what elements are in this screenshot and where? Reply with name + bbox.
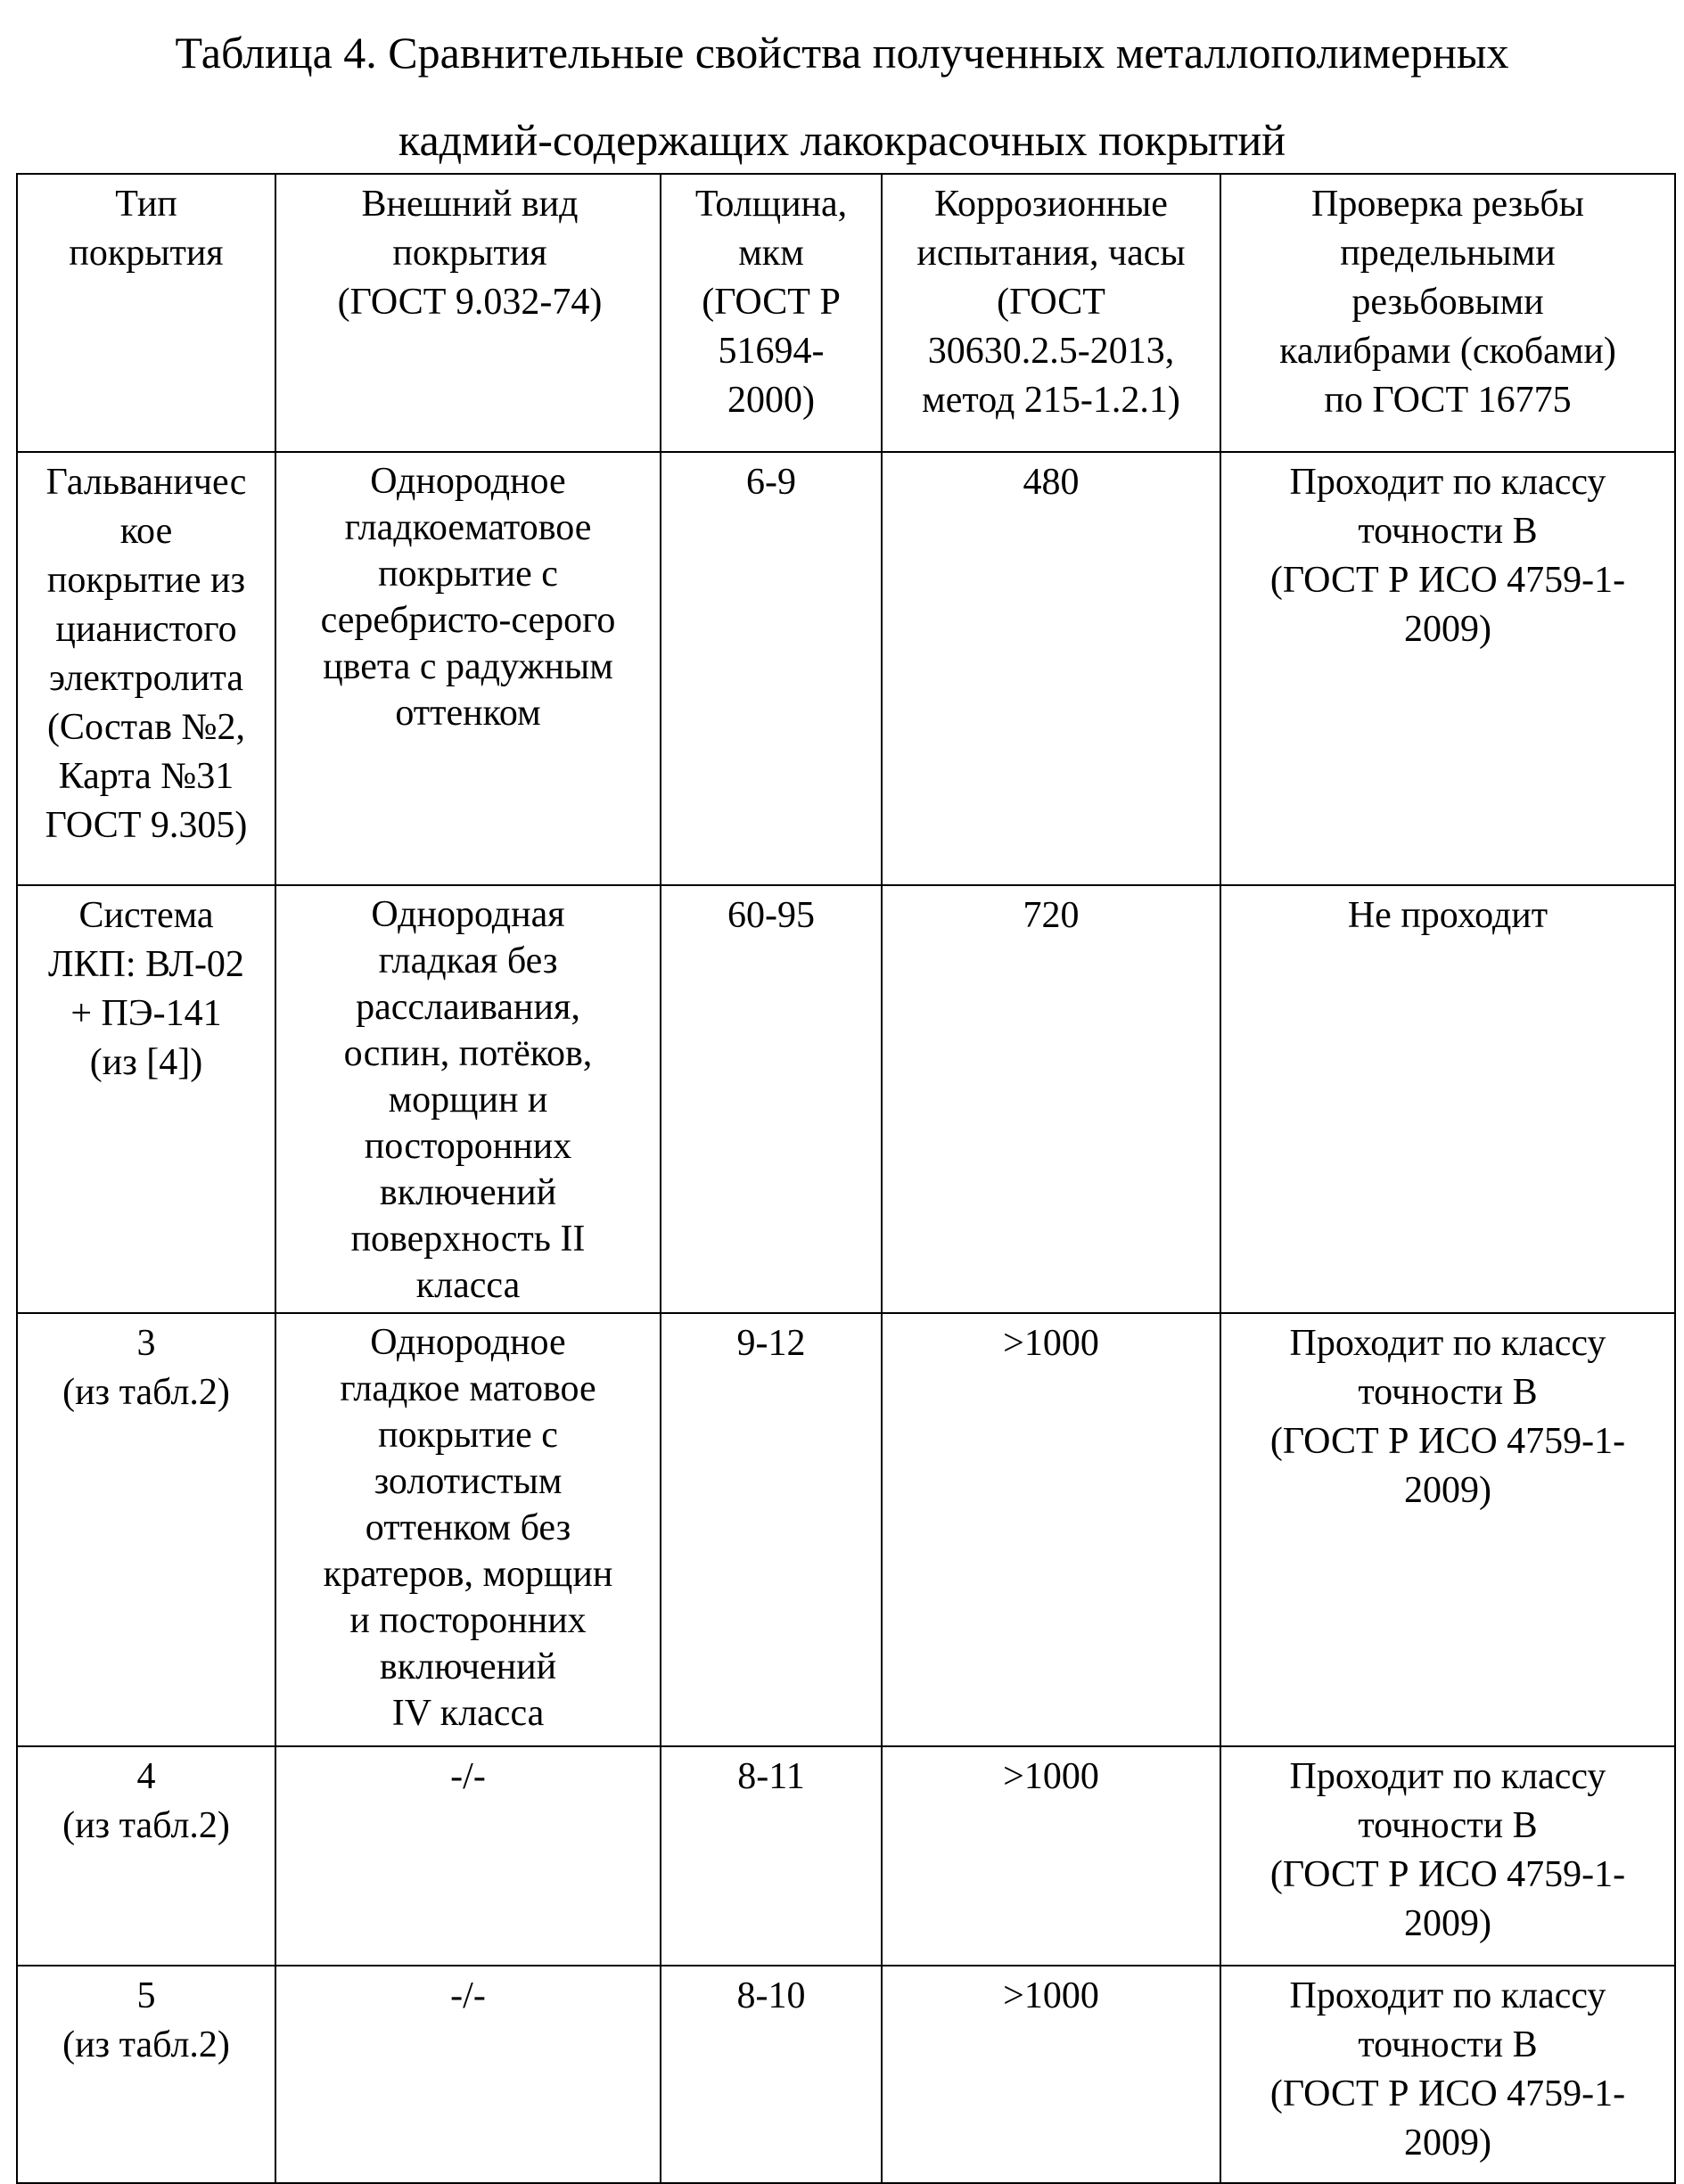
cell-coating-type: 4 (из табл.2) <box>17 1746 275 1966</box>
cell-appearance: Однородная гладкая без расслаивания, оспин, потёков, морщин и посторонних включений поверхность II класса <box>275 885 661 1313</box>
cell-thread-check: Не проходит <box>1220 885 1675 1313</box>
table-row <box>17 452 1675 885</box>
cell-corrosion: >1000 <box>882 1966 1220 2183</box>
cell-thickness: 8-10 <box>661 1966 882 2183</box>
cell-corrosion: 480 <box>882 452 1220 885</box>
header-coating-type: Тип покрытия <box>17 174 275 452</box>
header-appearance: Внешний вид покрытия (ГОСТ 9.032-74) <box>275 174 661 452</box>
cell-coating-type: Гальваничес кое покрытие из цианистого электролита (Состав №2, Карта №31 ГОСТ 9.305) <box>17 452 275 885</box>
table-row <box>17 1746 1675 1966</box>
cell-corrosion: 720 <box>882 885 1220 1313</box>
cell-appearance: -/- <box>275 1746 661 1966</box>
cell-thread-check: Проходит по классу точности В (ГОСТ Р ИСО 4759-1- 2009) <box>1220 1746 1675 1966</box>
cell-corrosion: >1000 <box>882 1313 1220 1746</box>
cell-thread-check: Проходит по классу точности В (ГОСТ Р ИСО 4759-1- 2009) <box>1220 1966 1675 2183</box>
cell-thickness: 9-12 <box>661 1313 882 1746</box>
cell-corrosion: >1000 <box>882 1746 1220 1966</box>
table-row <box>17 1313 1675 1746</box>
caption-line-2: кадмий-содержащих лакокрасочных покрытий <box>0 96 1684 184</box>
comparison-table <box>16 173 1676 2184</box>
cell-thickness: 6-9 <box>661 452 882 885</box>
header-row <box>17 174 1675 452</box>
header-thread-check: Проверка резьбы предельными резьбовыми калибрами (скобами) по ГОСТ 16775 <box>1220 174 1675 452</box>
header-corrosion: Коррозионные испытания, часы (ГОСТ 30630.2.5-2013, метод 215-1.2.1) <box>882 174 1220 452</box>
table-row <box>17 885 1675 1313</box>
cell-thickness: 8-11 <box>661 1746 882 1966</box>
cell-appearance: -/- <box>275 1966 661 2183</box>
cell-coating-type: 5 (из табл.2) <box>17 1966 275 2183</box>
cell-coating-type: Система ЛКП: ВЛ-02 + ПЭ-141 (из [4]) <box>17 885 275 1313</box>
caption-line-1: Таблица 4. Сравнительные свойства полученных металлополимерных <box>0 9 1684 96</box>
cell-appearance: Однородное гладкоематовое покрытие с серебристо-серого цвета с радужным оттенком <box>275 452 661 885</box>
table-row <box>17 1966 1675 2183</box>
table-caption <box>0 9 1684 184</box>
header-thickness: Толщина, мкм (ГОСТ Р 51694- 2000) <box>661 174 882 452</box>
cell-thread-check: Проходит по классу точности В (ГОСТ Р ИСО 4759-1- 2009) <box>1220 1313 1675 1746</box>
cell-thread-check: Проходит по классу точности В (ГОСТ Р ИСО 4759-1- 2009) <box>1220 452 1675 885</box>
cell-thickness: 60-95 <box>661 885 882 1313</box>
cell-coating-type: 3 (из табл.2) <box>17 1313 275 1746</box>
cell-appearance: Однородное гладкое матовое покрытие с золотистым оттенком без кратеров, морщин и посторонних включений IV класса <box>275 1313 661 1746</box>
